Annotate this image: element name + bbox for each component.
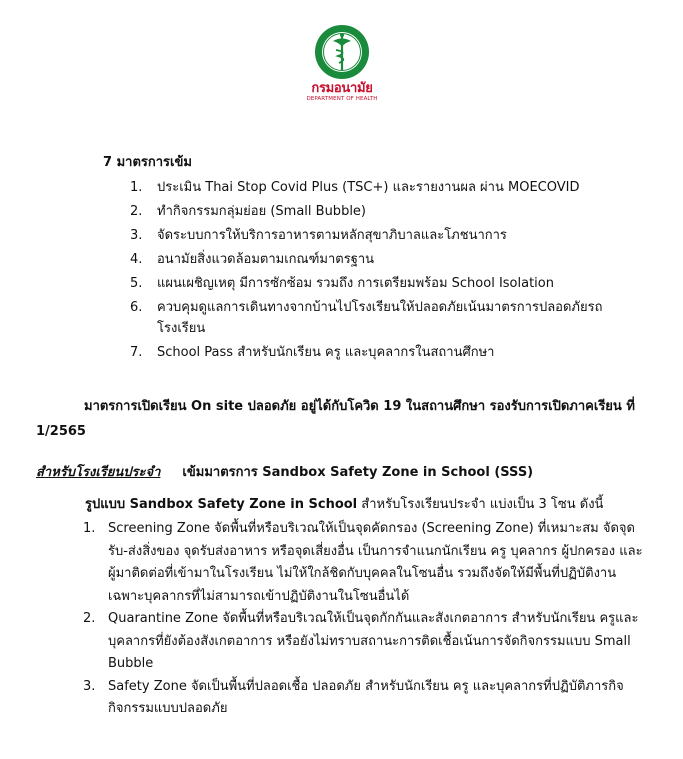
list-item-text: แผนเผชิญเหตุ มีการซักซ้อม รวมถึง การเตรียมพร้อม School Isolation xyxy=(157,276,554,291)
list-item-text: ทำกิจกรรมกลุ่มย่อย (Small Bubble) xyxy=(157,204,366,219)
list-item-text: อนามัยสิ่งแวดล้อมตามเกณฑ์มาตรฐาน xyxy=(157,252,375,267)
list-item xyxy=(83,518,647,608)
logo-name: กรมอนามัย xyxy=(311,81,373,96)
list-item-number: 2. xyxy=(83,611,96,626)
list-item-number: 3. xyxy=(83,678,96,694)
department-of-health-logo xyxy=(304,24,380,103)
list-item-number: 1. xyxy=(130,180,143,195)
list-item-number: 5. xyxy=(130,276,143,291)
list-item xyxy=(130,297,650,339)
onsite-opening-title: มาตรการเปิดเรียน On site ปลอดภัย อยู่ได้กับโควิด 19 ในสถานศึกษา รองรับการเปิดภาคเรียน ที่ 1/2565 xyxy=(36,399,635,439)
list-item xyxy=(130,273,650,294)
list-item xyxy=(130,201,650,222)
zones-list xyxy=(83,518,647,721)
list-item-text: School Pass สำหรับนักเรียน ครู และบุคลากรในสถานศึกษา xyxy=(157,345,495,360)
list-item-number: 1. xyxy=(83,521,96,536)
measures-heading: 7 มาตรการเข้ม xyxy=(103,155,192,170)
sss-title: เข้มมาตรการ Sandbox Safety Zone in School (SSS) xyxy=(182,465,534,480)
list-item-number: 4. xyxy=(130,252,143,267)
list-item-number: 7. xyxy=(130,345,143,360)
sss-model-label: รูปแบบ Sandbox Safety Zone in School xyxy=(85,497,358,512)
list-item xyxy=(130,225,650,246)
list-item-text: Quarantine Zone จัดพื้นที่หรือบริเวณให้เป็นจุดกักกันและสังเกตอาการ สำหรับนักเรียน ครูและบุคลากรที่ยังต้องสังเกตอาการ หรือยังไม่ทราบสถานะการติดเชื้อเน้นการจัดกิจกรรมแบบ Small Bubble xyxy=(108,611,639,671)
list-item-text: Screening Zone จัดพื้นที่หรือบริเวณให้เป็นจุดคัดกรอง (Screening Zone) ที่เหมาะสม จัดจุดรับ-ส่งสิ่งของ จุดรับส่งอาหาร หรือจุดเสี่ยงอื่น เป็นการจำแนกนักเรียน ครู บุคลากร ผู้ปกครอง และผู้มาติดต่อที่เข้ามาในโรงเรียน ไม่ให้ใกล้ชิดกับบุคคลในโซนอื่น รวมถึงจัดให้มีพื้นที่ปฏิบัติงานเฉพาะบุคลากรที่ไม่สามารถเข้าปฏิบัติงานในโซนอื่นได้ xyxy=(108,521,643,604)
list-item xyxy=(83,608,647,676)
list-item xyxy=(130,177,650,198)
measures-list xyxy=(130,177,650,366)
sss-heading xyxy=(36,463,533,483)
logo-subtitle: DEPARTMENT OF HEALTH xyxy=(306,96,378,102)
list-item-text: ควบคุมดูแลการเดินทางจากบ้านไปโรงเรียนให้ปลอดภัยเน้นมาตรการปลอดภัยรถโรงเรียน xyxy=(157,300,603,336)
school-type-label: สำหรับโรงเรียนประจำ xyxy=(36,465,161,480)
ministry-seal-icon xyxy=(314,24,370,80)
list-item-text: จัดระบบการให้บริการอาหารตามหลักสุขาภิบาลและโภชนาการ xyxy=(157,228,507,243)
list-item xyxy=(130,249,650,270)
list-item-number: 6. xyxy=(130,300,143,315)
list-item xyxy=(130,342,650,363)
list-item-text: ประเมิน Thai Stop Covid Plus (TSC+) และรายงานผล ผ่าน MOECOVID xyxy=(157,180,580,195)
list-item-number: 2. xyxy=(130,204,143,219)
list-item xyxy=(83,676,647,721)
list-item-text: Safety Zone จัดเป็นพื้นที่ปลอดเชื้อ ปลอดภัย สำหรับนักเรียน ครู และบุคลากรที่ปฏิบัติภารกิจกิจกรรมแบบปลอดภัย xyxy=(108,678,624,716)
sss-model-text: สำหรับโรงเรียนประจำ แบ่งเป็น 3 โซน ดังนี้ xyxy=(357,497,604,512)
sss-model-description xyxy=(85,495,603,515)
list-item-number: 3. xyxy=(130,228,143,243)
